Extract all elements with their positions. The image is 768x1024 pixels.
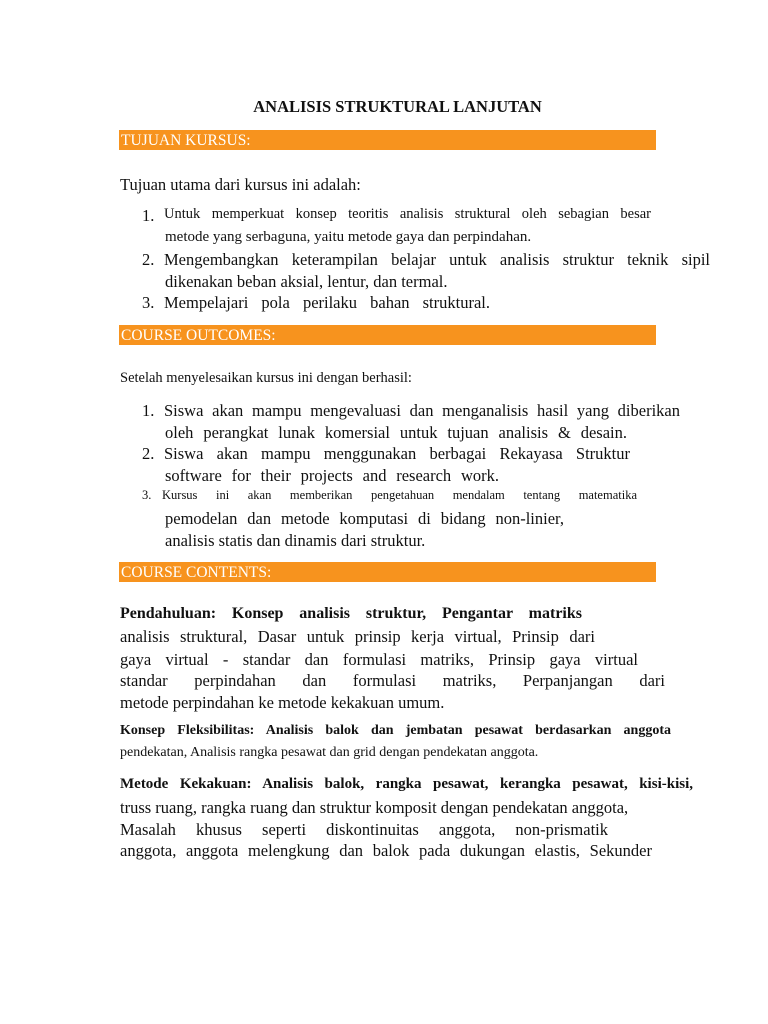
section-heading-objectives: TUJUAN KURSUS: (119, 130, 656, 150)
document-title: ANALISIS STRUKTURAL LANJUTAN (253, 97, 542, 116)
paragraph-line: analisis struktural, Dasar untuk prinsip kerja virtual, Prinsip dari (120, 627, 595, 646)
list-item-number: 2. (142, 444, 155, 463)
list-item-text: Untuk memperkuat konsep teoritis analisis struktural oleh sebagian besar (164, 206, 651, 222)
section-heading-contents: COURSE CONTENTS: (119, 562, 656, 582)
list-item-text: analisis statis dan dinamis dari struktur. (165, 531, 426, 550)
list-item-number: 3. (142, 488, 152, 502)
list-item-number: 2. (142, 250, 155, 269)
list-item-text: dikenakan beban aksial, lentur, dan termal. (165, 272, 448, 291)
list-item-text: pemodelan dan metode komputasi di bidang non-linier, (165, 509, 564, 528)
paragraph-line: Masalah khusus seperti diskontinuitas anggota, non-prismatik (120, 820, 608, 839)
list-item-text: software for their projects and research work. (165, 466, 499, 485)
paragraph-lead: Konsep Fleksibilitas: Analisis balok dan jembatan pesawat berdasarkan anggota (120, 723, 671, 738)
list-item-text: metode yang serbaguna, yaitu metode gaya dan perpindahan. (165, 229, 532, 245)
list-item-text: Mempelajari pola perilaku bahan struktural. (164, 293, 490, 312)
paragraph-lead: Metode Kekakuan: Analisis balok, rangka pesawat, kerangka pesawat, kisi-kisi, (120, 776, 693, 792)
paragraph-line: standar perpindahan dan formulasi matriks, Perpanjangan dari (120, 671, 665, 690)
paragraph-line: metode perpindahan ke metode kekakuan umum. (120, 693, 445, 712)
section-heading-outcomes: COURSE OUTCOMES: (119, 325, 656, 345)
list-item-number: 1. (142, 401, 155, 420)
outcomes-intro: Setelah menyelesaikan kursus ini dengan berhasil: (120, 370, 412, 386)
list-item-text: Kursus ini akan memberikan pengetahuan mendalam tentang matematika (162, 488, 637, 502)
paragraph-line: gaya virtual - standar dan formulasi matriks, Prinsip gaya virtual (120, 650, 638, 669)
list-item-text: Siswa akan mampu menggunakan berbagai Rekayasa Struktur (164, 444, 630, 463)
paragraph-line: anggota, anggota melengkung dan balok pada dukungan elastis, Sekunder (120, 841, 652, 860)
paragraph-line: truss ruang, rangka ruang dan struktur komposit dengan pendekatan anggota, (120, 798, 629, 817)
list-item-text: oleh perangkat lunak komersial untuk tujuan analisis & desain. (165, 423, 627, 442)
paragraph-lead: Pendahuluan: Konsep analisis struktur, Pengantar matriks (120, 605, 582, 622)
list-item-text: Mengembangkan keterampilan belajar untuk analisis struktur teknik sipil (164, 250, 710, 269)
list-item-number: 1. (142, 206, 155, 225)
objectives-intro: Tujuan utama dari kursus ini adalah: (120, 175, 361, 194)
paragraph-line: pendekatan, Analisis rangka pesawat dan grid dengan pendekatan anggota. (120, 745, 539, 760)
list-item-number: 3. (142, 293, 155, 312)
list-item-text: Siswa akan mampu mengevaluasi dan menganalisis hasil yang diberikan (164, 401, 680, 420)
